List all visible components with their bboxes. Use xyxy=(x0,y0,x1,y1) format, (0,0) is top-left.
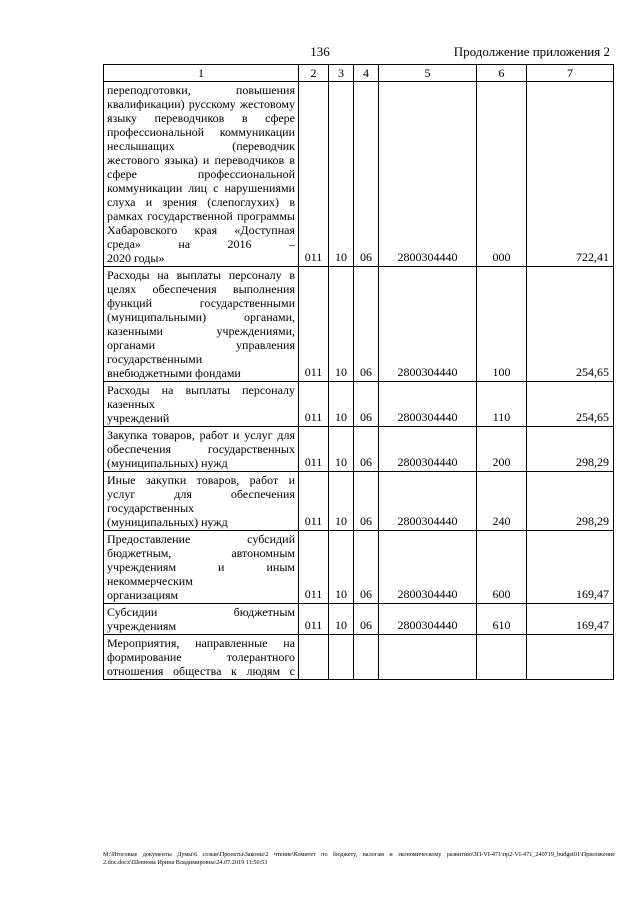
table-row xyxy=(104,635,614,680)
cell-amount xyxy=(527,635,614,680)
table-row xyxy=(104,472,614,531)
cell-expense-type: 110 xyxy=(477,382,527,427)
row-description: Мероприятия, направленные на формирование толерантного отношения общества к людям с xyxy=(104,635,299,680)
row-description: переподготовки, повышения квалификации) русскому жестовому языку переводчиков в сфере профессиональной коммуникации неслышащих (переводчик жестового языка) и переводчиков в сфере профессиональной коммуникации лиц с нарушениями слуха и зрения (слепоглухих) в рамках государственной программы Хабаровского края «Доступная среда» на 2016 – 2020 годы» xyxy=(104,82,299,267)
table-row xyxy=(104,604,614,635)
column-header: 6 xyxy=(477,65,527,82)
cell-section xyxy=(329,635,354,680)
table-row xyxy=(104,382,614,427)
cell-section: 10 xyxy=(329,604,354,635)
cell-target-article: 2800304440 xyxy=(379,82,477,267)
cell-ministry: 011 xyxy=(299,267,329,382)
cell-expense-type: 000 xyxy=(477,82,527,267)
cell-ministry: 011 xyxy=(299,427,329,472)
row-description: Предоставление субсидий бюджетным, автономным учреждениям и иным некоммерческим организациям xyxy=(104,531,299,604)
table-row xyxy=(104,531,614,604)
cell-amount: 254,65 xyxy=(527,267,614,382)
cell-target-article: 2800304440 xyxy=(379,382,477,427)
cell-ministry: 011 xyxy=(299,472,329,531)
cell-amount: 298,29 xyxy=(527,472,614,531)
column-header: 2 xyxy=(299,65,329,82)
cell-section: 10 xyxy=(329,82,354,267)
column-header: 7 xyxy=(527,65,614,82)
cell-section: 10 xyxy=(329,531,354,604)
row-description: Иные закупки товаров, работ и услуг для обеспечения государственных (муниципальных) нужд xyxy=(104,472,299,531)
column-header: 3 xyxy=(329,65,354,82)
cell-target-article: 2800304440 xyxy=(379,604,477,635)
page-number: 136 xyxy=(310,44,330,59)
cell-subsection: 06 xyxy=(354,382,379,427)
column-header: 1 xyxy=(104,65,299,82)
continuation-label: Продолжение приложения 2 xyxy=(453,44,610,59)
cell-expense-type xyxy=(477,635,527,680)
row-description: Субсидии бюджетным учреждениям xyxy=(104,604,299,635)
cell-ministry: 011 xyxy=(299,382,329,427)
cell-subsection: 06 xyxy=(354,604,379,635)
cell-section: 10 xyxy=(329,267,354,382)
file-path-footer: M:\Итоговые документы Думы\6 созыв\Проекты\Законы\2 чтение\Комитет по бюджету, налогам и экономическому развитию\ЗП-VI-471\пр2-VI-471_240719_budget01\Приложение 2.doc.docx\Шевнова Ирина Владимировна\24.07.2019 11:50:53 xyxy=(103,851,615,866)
cell-ministry: 011 xyxy=(299,82,329,267)
cell-section: 10 xyxy=(329,427,354,472)
cell-amount: 169,47 xyxy=(527,531,614,604)
cell-target-article xyxy=(379,635,477,680)
cell-amount: 254,65 xyxy=(527,382,614,427)
cell-expense-type: 100 xyxy=(477,267,527,382)
cell-target-article: 2800304440 xyxy=(379,427,477,472)
column-header: 5 xyxy=(379,65,477,82)
cell-subsection: 06 xyxy=(354,427,379,472)
cell-expense-type: 240 xyxy=(477,472,527,531)
row-description: Расходы на выплаты персоналу в целях обеспечения выполнения функций государственными (муниципальными) органами, казенными учреждениями, органами управления государственными внебюджетными фондами xyxy=(104,267,299,382)
cell-expense-type: 610 xyxy=(477,604,527,635)
cell-expense-type: 200 xyxy=(477,427,527,472)
cell-subsection xyxy=(354,635,379,680)
cell-amount: 722,41 xyxy=(527,82,614,267)
cell-target-article: 2800304440 xyxy=(379,472,477,531)
cell-ministry xyxy=(299,635,329,680)
cell-expense-type: 600 xyxy=(477,531,527,604)
cell-subsection: 06 xyxy=(354,267,379,382)
cell-subsection: 06 xyxy=(354,472,379,531)
column-header: 4 xyxy=(354,65,379,82)
cell-ministry: 011 xyxy=(299,604,329,635)
table-row xyxy=(104,267,614,382)
cell-target-article: 2800304440 xyxy=(379,531,477,604)
table-row xyxy=(104,427,614,472)
cell-amount: 298,29 xyxy=(527,427,614,472)
cell-subsection: 06 xyxy=(354,531,379,604)
row-description: Закупка товаров, работ и услуг для обеспечения государственных (муниципальных) нужд xyxy=(104,427,299,472)
cell-section: 10 xyxy=(329,382,354,427)
row-description: Расходы на выплаты персоналу казенных учреждений xyxy=(104,382,299,427)
cell-ministry: 011 xyxy=(299,531,329,604)
cell-subsection: 06 xyxy=(354,82,379,267)
budget-table xyxy=(103,64,614,680)
cell-section: 10 xyxy=(329,472,354,531)
table-row xyxy=(104,82,614,267)
table-header-row xyxy=(104,65,614,82)
cell-target-article: 2800304440 xyxy=(379,267,477,382)
cell-amount: 169,47 xyxy=(527,604,614,635)
